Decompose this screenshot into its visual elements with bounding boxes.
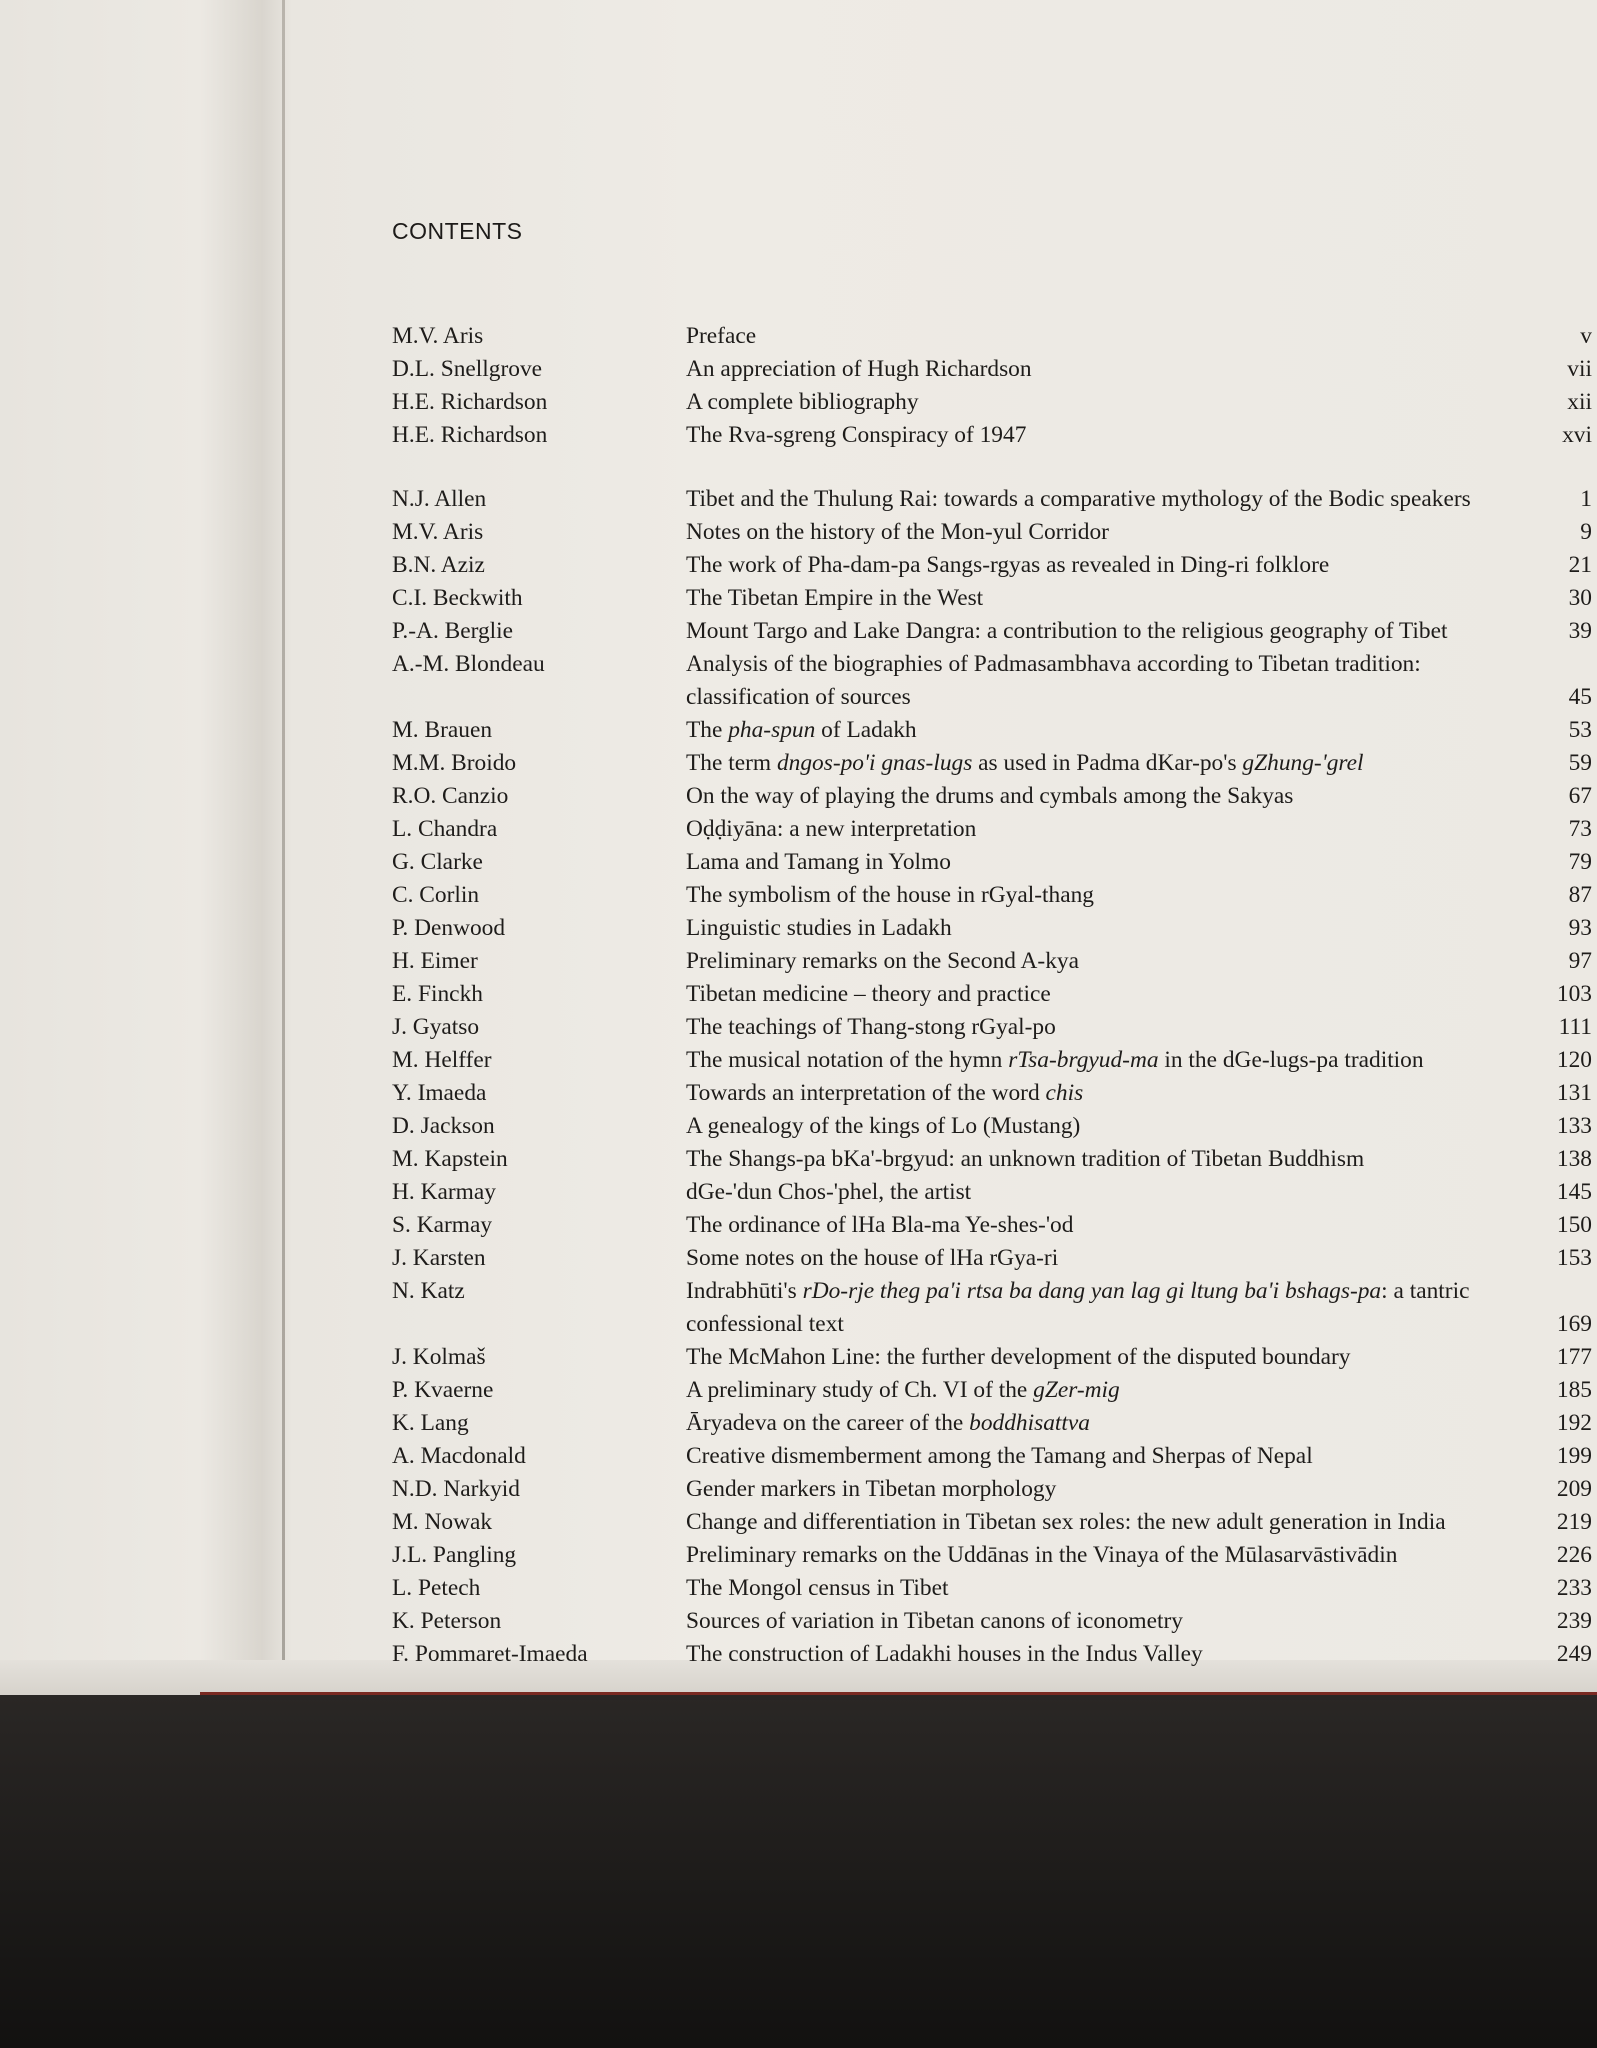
toc-author: M.V. Aris xyxy=(392,519,484,545)
toc-page-number: 87 xyxy=(1568,882,1592,908)
toc-page-number: 226 xyxy=(1556,1542,1592,1568)
toc-entry xyxy=(392,648,1592,714)
toc-title-text: The work of Pha-dam-pa Sangs-rgyas as revealed in Ding-ri folklore xyxy=(686,552,1330,578)
toc-title xyxy=(686,320,1506,353)
toc-author: A. Macdonald xyxy=(392,1443,526,1469)
toc-author: J. Gyatso xyxy=(392,1014,480,1040)
toc-page-number: 1 xyxy=(1580,486,1592,512)
toc-title-text: Preface xyxy=(686,323,757,349)
toc-entry xyxy=(392,1407,1592,1440)
toc-title-text: of Ladakh xyxy=(815,717,917,743)
toc-title-text: The Rva-sgreng Conspiracy of 1947 xyxy=(686,422,1027,448)
toc-page-number: v xyxy=(1580,323,1592,349)
toc-author: H.E. Richardson xyxy=(392,389,548,415)
toc-title-text: Linguistic studies in Ladakh xyxy=(686,915,952,941)
toc-title-italic: gZer-mig xyxy=(1033,1377,1120,1403)
toc-title xyxy=(686,615,1506,648)
book-cover-background xyxy=(0,1695,1597,2048)
toc-page-number: 30 xyxy=(1568,585,1592,611)
toc-page-number: 138 xyxy=(1556,1146,1592,1172)
toc-page-number: 169 xyxy=(1556,1311,1592,1337)
toc-title-text: The ordinance of lHa Bla-ma Ye-shes-'od xyxy=(686,1212,1074,1238)
toc-title-text: Towards an interpretation of the word xyxy=(686,1080,1046,1106)
toc-title-text: Sources of variation in Tibetan canons of iconometry xyxy=(686,1608,1183,1634)
toc-entry xyxy=(392,1638,1592,1671)
toc-entry xyxy=(392,1572,1592,1605)
toc-page-number: 233 xyxy=(1556,1575,1592,1601)
toc-page-number: 9 xyxy=(1580,519,1592,545)
toc-page-number: 53 xyxy=(1568,717,1592,743)
toc-title-text: The McMahon Line: the further development of the disputed boundary xyxy=(686,1344,1351,1370)
contents-heading: CONTENTS xyxy=(392,218,523,244)
toc-entry xyxy=(392,1605,1592,1638)
toc-title xyxy=(686,1605,1506,1638)
toc-page-number: xvi xyxy=(1562,422,1592,448)
toc-author: H.E. Richardson xyxy=(392,422,548,448)
toc-author: L. Petech xyxy=(392,1575,481,1601)
toc-page-number: xii xyxy=(1567,389,1592,415)
toc-title-text: Creative dismemberment among the Tamang and Sherpas of Nepal xyxy=(686,1443,1313,1469)
toc-page-number: 185 xyxy=(1556,1377,1592,1403)
toc-page-number: 150 xyxy=(1556,1212,1592,1238)
toc-author: P. Kvaerne xyxy=(392,1377,494,1403)
toc-author: S. Karmay xyxy=(392,1212,493,1238)
toc-page-number: 153 xyxy=(1556,1245,1592,1271)
toc-title-text: An appreciation of Hugh Richardson xyxy=(686,356,1032,382)
toc-page-number: 192 xyxy=(1556,1410,1592,1436)
toc-page-number: 39 xyxy=(1568,618,1592,644)
toc-page-number: 199 xyxy=(1556,1443,1592,1469)
toc-title-italic: dngos-po'i gnas-lugs xyxy=(776,750,973,776)
toc-title-text: : a tantric confessional text xyxy=(686,1278,1470,1337)
toc-title-text: Tibet and the Thulung Rai: towards a comparative mythology of the Bodic speakers xyxy=(686,486,1471,512)
toc-title-text: Mount Targo and Lake Dangra: a contribution to the religious geography of Tibet xyxy=(686,618,1448,644)
toc-entry xyxy=(392,813,1592,846)
toc-title-text: Preliminary remarks on the Second A-kya xyxy=(686,948,1079,974)
toc-page-number: 249 xyxy=(1556,1641,1592,1667)
toc-title-text: Notes on the history of the Mon-yul Corridor xyxy=(686,519,1109,545)
toc-title-text: A preliminary study of Ch. VI of the xyxy=(686,1377,1034,1403)
toc-title-text: Preliminary remarks on the Uddānas in the Vinaya of the Mūlasarvāstivādin xyxy=(686,1542,1398,1568)
toc-page-number: 79 xyxy=(1568,849,1592,875)
toc-entry xyxy=(392,1506,1592,1539)
toc-author: Y. Imaeda xyxy=(392,1080,487,1106)
toc-title xyxy=(686,780,1506,813)
toc-title xyxy=(686,1242,1506,1275)
toc-page-number: 209 xyxy=(1556,1476,1592,1502)
toc-author: P. Denwood xyxy=(392,915,506,941)
toc-title xyxy=(686,1176,1506,1209)
toc-title-text: On the way of playing the drums and cymbals among the Sakyas xyxy=(686,783,1294,809)
toc-title xyxy=(686,1110,1506,1143)
toc-title xyxy=(686,846,1506,879)
toc-title-text: The symbolism of the house in rGyal-thang xyxy=(686,882,1094,908)
toc-author: M. Kapstein xyxy=(392,1146,508,1172)
toc-author: N.D. Narkyid xyxy=(392,1476,520,1502)
toc-author: N.J. Allen xyxy=(392,486,487,512)
toc-author: J.L. Pangling xyxy=(392,1542,517,1568)
toc-page-number: vii xyxy=(1567,356,1592,382)
toc-entry xyxy=(392,1077,1592,1110)
toc-title-text: Analysis of the biographies of Padmasambhava according to Tibetan tradition: classification of sources xyxy=(686,651,1421,710)
toc-entry xyxy=(392,419,1592,452)
toc-page-number: 177 xyxy=(1556,1344,1592,1370)
toc-entry xyxy=(392,483,1592,516)
toc-entry xyxy=(392,1044,1592,1077)
toc-title xyxy=(686,1539,1506,1572)
toc-author: L. Chandra xyxy=(392,816,498,842)
toc-entry xyxy=(392,1011,1592,1044)
toc-entry xyxy=(392,1374,1592,1407)
toc-page-number: 103 xyxy=(1556,981,1592,1007)
toc-page-number: 239 xyxy=(1556,1608,1592,1634)
toc-title-text: Oḍḍiyāna: a new interpretation xyxy=(686,816,977,842)
toc-page-number: 111 xyxy=(1558,1014,1592,1040)
toc-title-text: The term xyxy=(686,750,777,776)
toc-entry xyxy=(392,1110,1592,1143)
toc-entry xyxy=(392,912,1592,945)
toc-title-text: Gender markers in Tibetan morphology xyxy=(686,1476,1057,1502)
toc-title xyxy=(686,945,1506,978)
toc-author: K. Lang xyxy=(392,1410,469,1436)
toc-title xyxy=(686,582,1506,615)
toc-title-text: as used in Padma dKar-po's xyxy=(972,750,1243,776)
toc-author: C. Corlin xyxy=(392,882,480,908)
toc-entry xyxy=(392,1209,1592,1242)
toc-title-text: A complete bibliography xyxy=(686,389,919,415)
toc-title xyxy=(686,879,1506,912)
toc-title xyxy=(686,483,1506,516)
toc-title xyxy=(686,1407,1506,1440)
toc-title xyxy=(686,1011,1506,1044)
toc-title xyxy=(686,1077,1506,1110)
toc-title xyxy=(686,386,1506,419)
toc-title xyxy=(686,1275,1506,1341)
toc-page-number: 67 xyxy=(1568,783,1592,809)
toc-title xyxy=(686,1044,1506,1077)
toc-title xyxy=(686,419,1506,452)
toc-title-text: dGe-'dun Chos-'phel, the artist xyxy=(686,1179,972,1205)
toc-author: M. Nowak xyxy=(392,1509,493,1535)
toc-entry xyxy=(392,353,1592,386)
toc-entry xyxy=(392,1341,1592,1374)
toc-title xyxy=(686,1572,1506,1605)
toc-page-number: 73 xyxy=(1568,816,1592,842)
toc-entry xyxy=(392,1440,1592,1473)
toc-title-text: The musical notation of the hymn xyxy=(686,1047,1009,1073)
toc-title xyxy=(686,912,1506,945)
toc-title xyxy=(686,1374,1506,1407)
toc-author: M.M. Broido xyxy=(392,750,517,776)
toc-title-text: Lama and Tamang in Yolmo xyxy=(686,849,951,875)
toc-title xyxy=(686,747,1506,780)
toc-author: N. Katz xyxy=(392,1278,465,1304)
toc-title-italic: gZhung-'grel xyxy=(1242,750,1364,776)
toc-title-italic: boddhisattva xyxy=(969,1410,1090,1436)
toc-author: M. Brauen xyxy=(392,717,493,743)
toc-entry xyxy=(392,549,1592,582)
toc-entry xyxy=(392,879,1592,912)
toc-title xyxy=(686,1506,1506,1539)
toc-author: B.N. Aziz xyxy=(392,552,485,578)
toc-title-text: The teachings of Thang-stong rGyal-po xyxy=(686,1014,1056,1040)
toc-entry xyxy=(392,1242,1592,1275)
toc-title-text: Some notes on the house of lHa rGya-ri xyxy=(686,1245,1059,1271)
toc-title-text: Indrabhūti's xyxy=(686,1278,803,1304)
toc-entry xyxy=(392,516,1592,549)
toc-title-text: The Mongol census in Tibet xyxy=(686,1575,949,1601)
toc-title-text: A genealogy of the kings of Lo (Mustang) xyxy=(686,1113,1081,1139)
toc-entry xyxy=(392,582,1592,615)
toc-author: D.L. Snellgrove xyxy=(392,356,543,382)
toc-entry xyxy=(392,846,1592,879)
toc-entry xyxy=(392,1143,1592,1176)
toc-title-italic: rDo-rje theg pa'i rtsa ba dang yan lag gi ltung ba'i bshags-pa xyxy=(802,1278,1382,1304)
toc-title xyxy=(686,353,1506,386)
toc-author: D. Jackson xyxy=(392,1113,495,1139)
toc-title xyxy=(686,813,1506,846)
toc-entry xyxy=(392,615,1592,648)
toc-entry xyxy=(392,1176,1592,1209)
toc-author: P.-A. Berglie xyxy=(392,618,514,644)
toc-title-italic: rTsa-brgyud-ma xyxy=(1008,1047,1159,1073)
book-gutter xyxy=(282,0,285,1700)
toc-author: A.-M. Blondeau xyxy=(392,651,545,677)
toc-page-number: 131 xyxy=(1556,1080,1592,1106)
toc-entry xyxy=(392,945,1592,978)
toc-page-number: 21 xyxy=(1568,552,1592,578)
toc-title xyxy=(686,1473,1506,1506)
toc-title-text: Āryadeva on the career of the xyxy=(686,1410,970,1436)
toc-author: G. Clarke xyxy=(392,849,483,875)
toc-title xyxy=(686,714,1506,747)
toc-author: R.O. Canzio xyxy=(392,783,509,809)
toc-title xyxy=(686,978,1506,1011)
toc-title xyxy=(686,1341,1506,1374)
toc-title-italic: chis xyxy=(1045,1080,1084,1106)
toc-author: J. Kolmaš xyxy=(392,1344,486,1370)
toc-author: C.I. Beckwith xyxy=(392,585,523,611)
toc-title xyxy=(686,1440,1506,1473)
toc-author: E. Finckh xyxy=(392,981,483,1007)
toc-title xyxy=(686,1638,1506,1671)
toc-title-italic: pha-spun xyxy=(728,717,816,743)
toc-title-text: The Tibetan Empire in the West xyxy=(686,585,984,611)
table-of-contents xyxy=(392,320,1592,1671)
toc-entry xyxy=(392,747,1592,780)
toc-author: F. Pommaret-Imaeda xyxy=(392,1641,588,1667)
toc-author: H. Karmay xyxy=(392,1179,496,1205)
toc-title xyxy=(686,1209,1506,1242)
toc-entry xyxy=(392,1275,1592,1341)
toc-title xyxy=(686,516,1506,549)
toc-page-number: 97 xyxy=(1568,948,1592,974)
toc-author: H. Eimer xyxy=(392,948,478,974)
toc-entry xyxy=(392,978,1592,1011)
toc-title-text: The construction of Ladakhi houses in the Indus Valley xyxy=(686,1641,1203,1667)
toc-author: M.V. Aris xyxy=(392,323,484,349)
toc-title xyxy=(686,549,1506,582)
toc-page-number: 120 xyxy=(1556,1047,1592,1073)
toc-title-text: Change and differentiation in Tibetan sex roles: the new adult generation in India xyxy=(686,1509,1446,1535)
toc-page-number: 219 xyxy=(1556,1509,1592,1535)
toc-title-text: Tibetan medicine – theory and practice xyxy=(686,981,1051,1007)
toc-entry xyxy=(392,1473,1592,1506)
toc-entry xyxy=(392,1539,1592,1572)
toc-entry xyxy=(392,320,1592,353)
toc-author: M. Helffer xyxy=(392,1047,492,1073)
toc-page-number: 145 xyxy=(1556,1179,1592,1205)
toc-page-number: 133 xyxy=(1556,1113,1592,1139)
toc-entry xyxy=(392,386,1592,419)
toc-title xyxy=(686,1143,1506,1176)
toc-title xyxy=(686,648,1506,714)
toc-entry xyxy=(392,780,1592,813)
toc-author: J. Karsten xyxy=(392,1245,486,1271)
toc-title-text: The Shangs-pa bKa'-brgyud: an unknown tradition of Tibetan Buddhism xyxy=(686,1146,1365,1172)
toc-page-number: 45 xyxy=(1568,684,1592,710)
toc-title-text: in the dGe-lugs-pa tradition xyxy=(1158,1047,1424,1073)
toc-title-text: The xyxy=(686,717,729,743)
toc-author: K. Peterson xyxy=(392,1608,502,1634)
toc-entry xyxy=(392,714,1592,747)
toc-page-number: 59 xyxy=(1568,750,1592,776)
toc-page-number: 93 xyxy=(1568,915,1592,941)
